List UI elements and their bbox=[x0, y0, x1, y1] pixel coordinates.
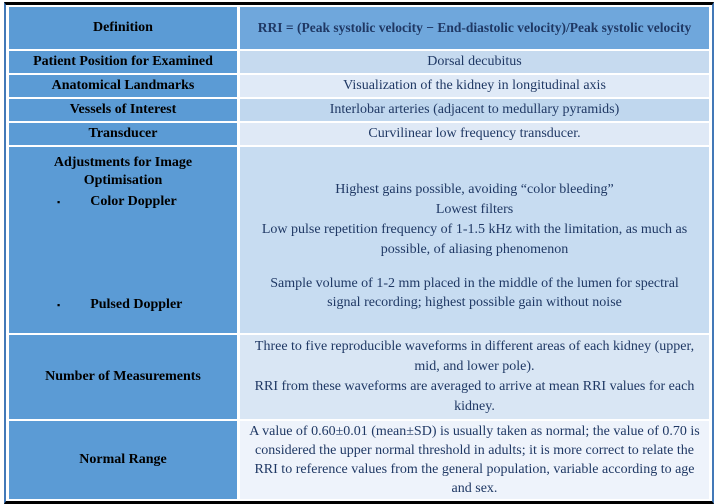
anatomical-landmarks-label: Anatomical Landmarks bbox=[9, 75, 237, 97]
definition-value: RRI = (Peak systolic velocity − End-diastolic velocity)/Peak systolic velocity bbox=[240, 7, 709, 49]
measurements-line: RRI from these waveforms are averaged to arrive at mean RRI values for each kidney. bbox=[254, 379, 695, 414]
normal-range-row bbox=[9, 421, 709, 499]
number-of-measurements-label: Number of Measurements bbox=[9, 335, 237, 419]
pulsed-doppler-label: Pulsed Doppler bbox=[90, 296, 183, 312]
vessels-of-interest-row bbox=[9, 99, 709, 121]
vessels-of-interest-value: Interlobar arteries (adjacent to medullary pyramids) bbox=[240, 99, 709, 121]
number-of-measurements-row bbox=[9, 335, 709, 419]
square-bullet-icon: ▪ bbox=[57, 197, 61, 208]
pulsed-doppler-item bbox=[57, 296, 233, 314]
normal-range-value: A value of 0.60±0.01 (mean±SD) is usually taken as normal; the value of 0.70 is considered the upper normal threshold in adults; it is more correct to relate the RRI to reference values from the general population, variable according to age and sex. bbox=[240, 421, 709, 499]
adjustments-label-cell bbox=[9, 147, 237, 333]
square-bullet-icon: ▪ bbox=[57, 299, 61, 310]
color-doppler-setting-line: Low pulse repetition frequency of 1-1.5 kHz with the limitation, as much as possible, of aliasing phenomenon bbox=[261, 221, 688, 257]
definition-label: Definition bbox=[9, 7, 237, 49]
rri-parameters-table-wrapper bbox=[4, 2, 714, 504]
pulsed-doppler-settings: Sample volume of 1-2 mm placed in the middle of the lumen for spectral signal recording; highest possible gain without noise bbox=[270, 275, 679, 311]
transducer-row bbox=[9, 123, 709, 145]
anatomical-landmarks-row bbox=[9, 75, 709, 97]
patient-position-label: Patient Position for Examined bbox=[9, 51, 237, 73]
vessels-of-interest-label: Vessels of Interest bbox=[9, 99, 237, 121]
normal-range-label: Normal Range bbox=[9, 421, 237, 499]
adjustments-label: Adjustments for Image Optimisation bbox=[53, 155, 193, 189]
color-doppler-item bbox=[57, 193, 233, 211]
rri-parameters-table bbox=[6, 5, 712, 501]
color-doppler-label: Color Doppler bbox=[90, 194, 177, 210]
color-doppler-setting-line: Highest gains possible, avoiding “color bleeding” bbox=[335, 182, 614, 197]
transducer-value: Curvilinear low frequency transducer. bbox=[240, 123, 709, 145]
color-doppler-settings bbox=[244, 180, 705, 260]
color-doppler-setting-line: Lowest filters bbox=[435, 201, 514, 217]
measurements-line: Three to five reproducible waveforms in different areas of each kidney (upper, mid, and lower pole). bbox=[254, 339, 695, 375]
definition-row bbox=[9, 7, 709, 49]
patient-position-value: Dorsal decubitus bbox=[240, 51, 709, 73]
anatomical-landmarks-value: Visualization of the kidney in longitudinal axis bbox=[240, 75, 709, 97]
patient-position-row bbox=[9, 51, 709, 73]
transducer-label: Transducer bbox=[9, 123, 237, 145]
number-of-measurements-value bbox=[240, 335, 709, 419]
adjustments-row bbox=[9, 147, 709, 333]
adjustments-value-cell bbox=[240, 147, 709, 333]
